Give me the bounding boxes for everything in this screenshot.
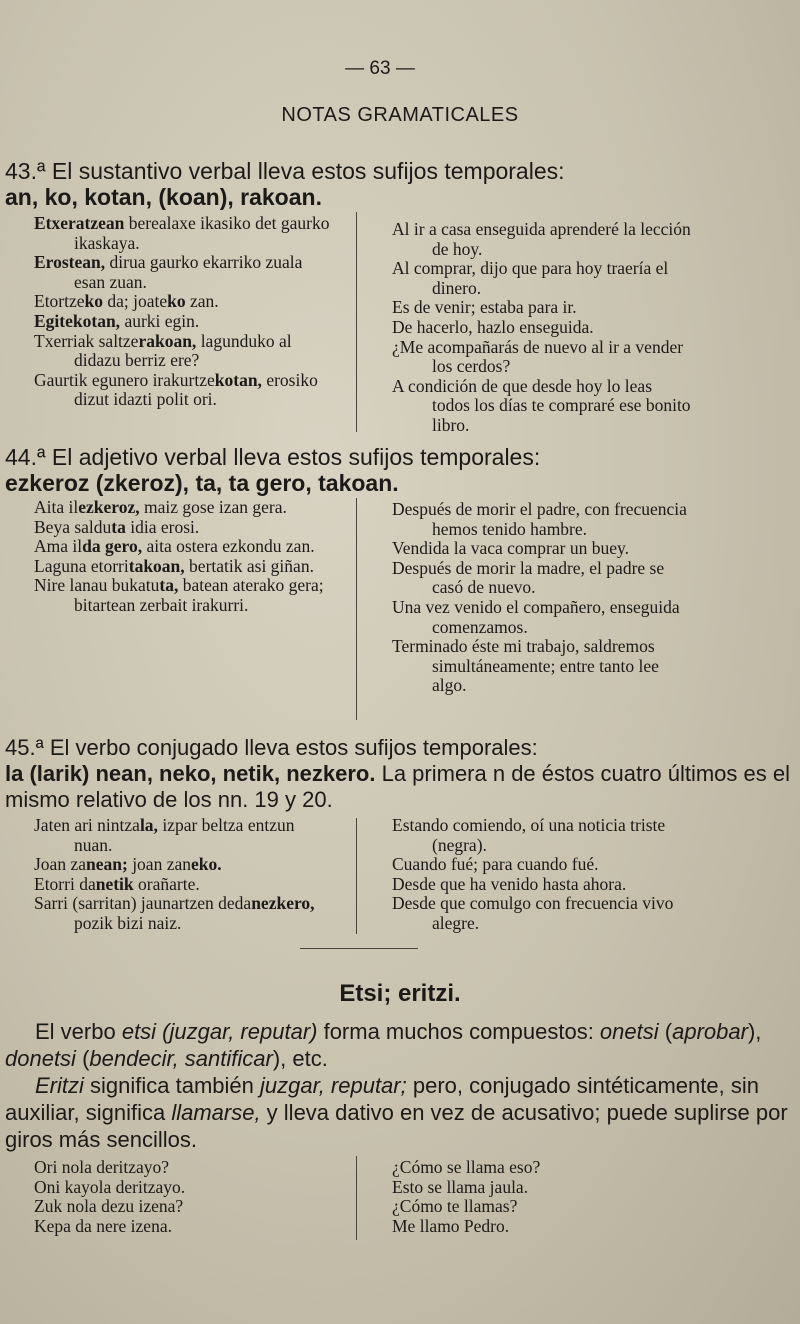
example-sentence <box>34 557 334 577</box>
sentence-fragment: Beya saldu <box>34 516 112 537</box>
note-43-heading <box>5 158 795 210</box>
paragraph-fragment: ( <box>658 1019 673 1044</box>
suffix-word: kotan, <box>214 369 262 390</box>
note-43-spanish-translations <box>392 220 692 436</box>
etsi-paragraph-1 <box>5 1018 795 1072</box>
paragraph-fragment: ( <box>75 1046 90 1071</box>
sentence-fragment: batean aterako gera; bitartean zerbait irakurri. <box>74 575 324 615</box>
example-sentence: Terminado éste mi trabajo, saldremos simultáneamente; entre tanto lee algo. <box>392 636 659 696</box>
suffix-word: la, <box>139 815 158 835</box>
etsi-basque-examples <box>34 1158 334 1236</box>
sentence-fragment: Gaurtik egunero irakurtze <box>34 369 215 390</box>
example-sentence: Al ir a casa enseguida aprenderé la lección de hoy. <box>392 219 691 259</box>
example-sentence: Al comprar, dijo que para hoy traería el dinero. <box>392 258 669 298</box>
sentence-fragment: Aita il <box>34 497 79 517</box>
sentence-fragment: izpar beltza entzun nuan. <box>74 815 295 855</box>
note-45-number: 45.ª <box>5 735 44 760</box>
etsi-spanish-translations <box>392 1158 692 1236</box>
italic-term: bendecir, santificar <box>89 1046 273 1071</box>
sentence-fragment: zan. <box>185 291 219 312</box>
paragraph-fragment: significa también <box>83 1073 260 1098</box>
example-sentence <box>34 537 334 557</box>
example-sentence: Después de morir la madre, el padre se casó de nuevo. <box>392 557 665 598</box>
sentence-fragment: maiz gose izan gera. <box>139 497 287 517</box>
note-45-basque-examples <box>34 816 334 934</box>
sentence-fragment: lagunduko al didazu berriz ere? <box>74 330 292 371</box>
column-divider <box>356 818 357 934</box>
paragraph-fragment: ), etc. <box>272 1046 328 1071</box>
example-sentence <box>34 816 334 855</box>
note-43-suffixes: an, ko, kotan, (koan), rakoan. <box>5 184 322 210</box>
italic-term: llamarse, <box>171 1100 261 1125</box>
italic-term: aprobar <box>672 1019 748 1044</box>
sentence-fragment: Jaten ari nintza <box>34 815 140 835</box>
suffix-word: ta, <box>159 575 179 596</box>
sentence-fragment: berealaxe ikasiko det gaurko ikaskaya. <box>74 213 330 253</box>
sentence-fragment: Sarri (sarritan) jaunartzen deda <box>34 893 252 914</box>
suffix-word: ko <box>167 291 186 312</box>
example-sentence <box>34 875 334 895</box>
sentence-fragment: Laguna etorri <box>34 555 129 576</box>
note-43-text: El sustantivo verbal lleva estos sufijos temporales: <box>45 158 565 184</box>
suffix-word: ezkeroz, <box>78 497 140 517</box>
sentence-fragment: da; joate <box>103 291 168 312</box>
note-43-number: 43.ª <box>5 158 46 184</box>
example-sentence <box>34 371 334 410</box>
example-sentence <box>34 332 334 371</box>
example-sentence: Vendida la vaca comprar un buey. <box>392 538 629 559</box>
sentence-fragment: Ama il <box>34 536 83 557</box>
example-sentence: Es de venir; estaba para ir. <box>392 297 577 318</box>
sentence-fragment: aurki egin. <box>120 310 200 331</box>
sentence-fragment: aita ostera ezkondu zan. <box>142 536 315 557</box>
example-sentence <box>34 855 334 875</box>
column-divider <box>356 212 357 432</box>
suffix-word: rakoan, <box>138 330 197 351</box>
example-sentence: ¿Me acompañarás de nuevo al ir a vender los cerdos? <box>392 336 684 377</box>
sentence-fragment: Etortze <box>34 291 85 312</box>
paragraph-fragment: pero, conjugado sintéticamente, sin auxiliar, significa <box>5 1073 759 1125</box>
example-sentence: Desde que comulgo con frecuencia vivo alegre. <box>392 893 674 933</box>
sentence-fragment: Etorri da <box>34 873 96 894</box>
example-sentence: Una vez venido el compañero, enseguida comenzamos. <box>392 596 680 637</box>
example-sentence: Oni kayola deritzayo. <box>34 1176 186 1197</box>
example-sentence: Desde que ha venido hasta ahora. <box>392 873 627 894</box>
example-sentence: Zuk nola dezu izena? <box>34 1196 184 1217</box>
note-43-basque-examples <box>34 214 334 410</box>
example-sentence <box>34 518 334 538</box>
suffix-word: da gero, <box>82 536 143 557</box>
note-45-heading <box>5 735 795 813</box>
suffix-word: nezkero, <box>251 893 315 914</box>
example-sentence <box>34 292 334 312</box>
sentence-fragment: Joan za <box>34 854 86 875</box>
example-sentence <box>34 312 334 332</box>
example-sentence: Me llamo Pedro. <box>392 1215 510 1236</box>
italic-term: Eritzi <box>35 1073 84 1098</box>
sentence-fragment: orañarte. <box>133 873 200 894</box>
suffix-word: Etxeratzean <box>34 213 125 233</box>
example-sentence <box>34 576 334 615</box>
note-44-suffixes: ezkeroz (zkeroz), ta, ta gero, takoan. <box>5 470 399 496</box>
example-sentence: Cuando fué; para cuando fué. <box>392 854 599 875</box>
example-sentence: Esto se llama jaula. <box>392 1176 529 1197</box>
paragraph-fragment: El verbo <box>35 1019 122 1044</box>
page-number: — 63 — <box>345 58 415 79</box>
paragraph-fragment: y lleva dativo en vez de acusativo; puede suplirse por giros más sencillos. <box>5 1100 788 1152</box>
note-45-suffixes: la (larik) nean, neko, netik, nezkero. <box>5 761 376 786</box>
example-sentence <box>34 253 334 292</box>
column-divider <box>356 498 357 720</box>
suffix-word: takoan, <box>128 555 185 576</box>
column-divider <box>356 1156 357 1240</box>
sentence-fragment: idia erosi. <box>125 516 200 537</box>
note-45-spanish-translations <box>392 816 692 934</box>
suffix-word: Erostean, <box>34 252 106 273</box>
note-44-text: El adjetivo verbal lleva estos sufijos temporales: <box>45 444 541 470</box>
suffix-word: ta <box>111 516 126 537</box>
note-44-number: 44.ª <box>5 444 46 470</box>
sentence-fragment: dirua gaurko ekarriko zuala esan zuan. <box>74 252 303 292</box>
example-sentence: Estando comiendo, oí una noticia triste (negra). <box>392 815 666 855</box>
note-44-spanish-translations <box>392 500 692 696</box>
example-sentence: Kepa da nere izena. <box>34 1215 172 1236</box>
note-45-text-after: La primera n de éstos cuatro últimos es el mismo relativo de los nn. 19 y 20. <box>5 761 790 812</box>
paragraph-fragment: ), <box>747 1019 762 1044</box>
example-sentence: Después de morir el padre, con frecuencia hemos tenido hambre. <box>392 499 687 539</box>
sentence-fragment: bertatik asi giñan. <box>184 555 314 576</box>
running-head: NOTAS GRAMATICALES <box>281 104 519 126</box>
example-sentence: Ori nola deritzayo? <box>34 1157 170 1177</box>
etsi-paragraph-2 <box>5 1072 795 1153</box>
section-divider-rule <box>300 948 418 949</box>
suffix-word: nean; <box>86 854 128 875</box>
example-sentence <box>34 214 334 253</box>
sentence-fragment: Nire lanau bukatu <box>34 575 160 596</box>
note-45-text: El verbo conjugado lleva estos sufijos temporales: <box>43 735 538 760</box>
example-sentence <box>34 498 334 518</box>
sentence-fragment: joan zan <box>127 854 191 875</box>
sentence-fragment: pozik bizi naiz. <box>74 912 182 933</box>
note-44-basque-examples <box>34 498 334 616</box>
suffix-word: eko. <box>190 854 222 875</box>
suffix-word: netik <box>95 873 134 894</box>
note-44-heading <box>5 444 795 496</box>
suffix-word: Egitekotan, <box>34 310 121 331</box>
example-sentence: ¿Cómo se llama eso? <box>392 1157 541 1177</box>
example-sentence: ¿Cómo te llamas? <box>392 1196 518 1217</box>
sentence-fragment: Txerriak saltze <box>34 330 139 351</box>
suffix-word: ko <box>84 291 104 312</box>
italic-term: juzgar, reputar; <box>259 1073 407 1098</box>
italic-term: etsi (juzgar, reputar) <box>121 1019 318 1044</box>
section-title: Etsi; eritzi. <box>339 980 461 1007</box>
italic-term: onetsi <box>599 1019 659 1044</box>
italic-term: donetsi <box>5 1046 76 1071</box>
sentence-fragment: erosiko dizut idazti polit ori. <box>74 369 318 410</box>
example-sentence: A condición de que desde hoy lo leas todos los días te compraré ese bonito libro. <box>392 375 691 435</box>
paragraph-fragment: forma muchos compuestos: <box>317 1019 600 1044</box>
example-sentence: De hacerlo, hazlo enseguida. <box>392 316 594 337</box>
example-sentence <box>34 894 334 933</box>
